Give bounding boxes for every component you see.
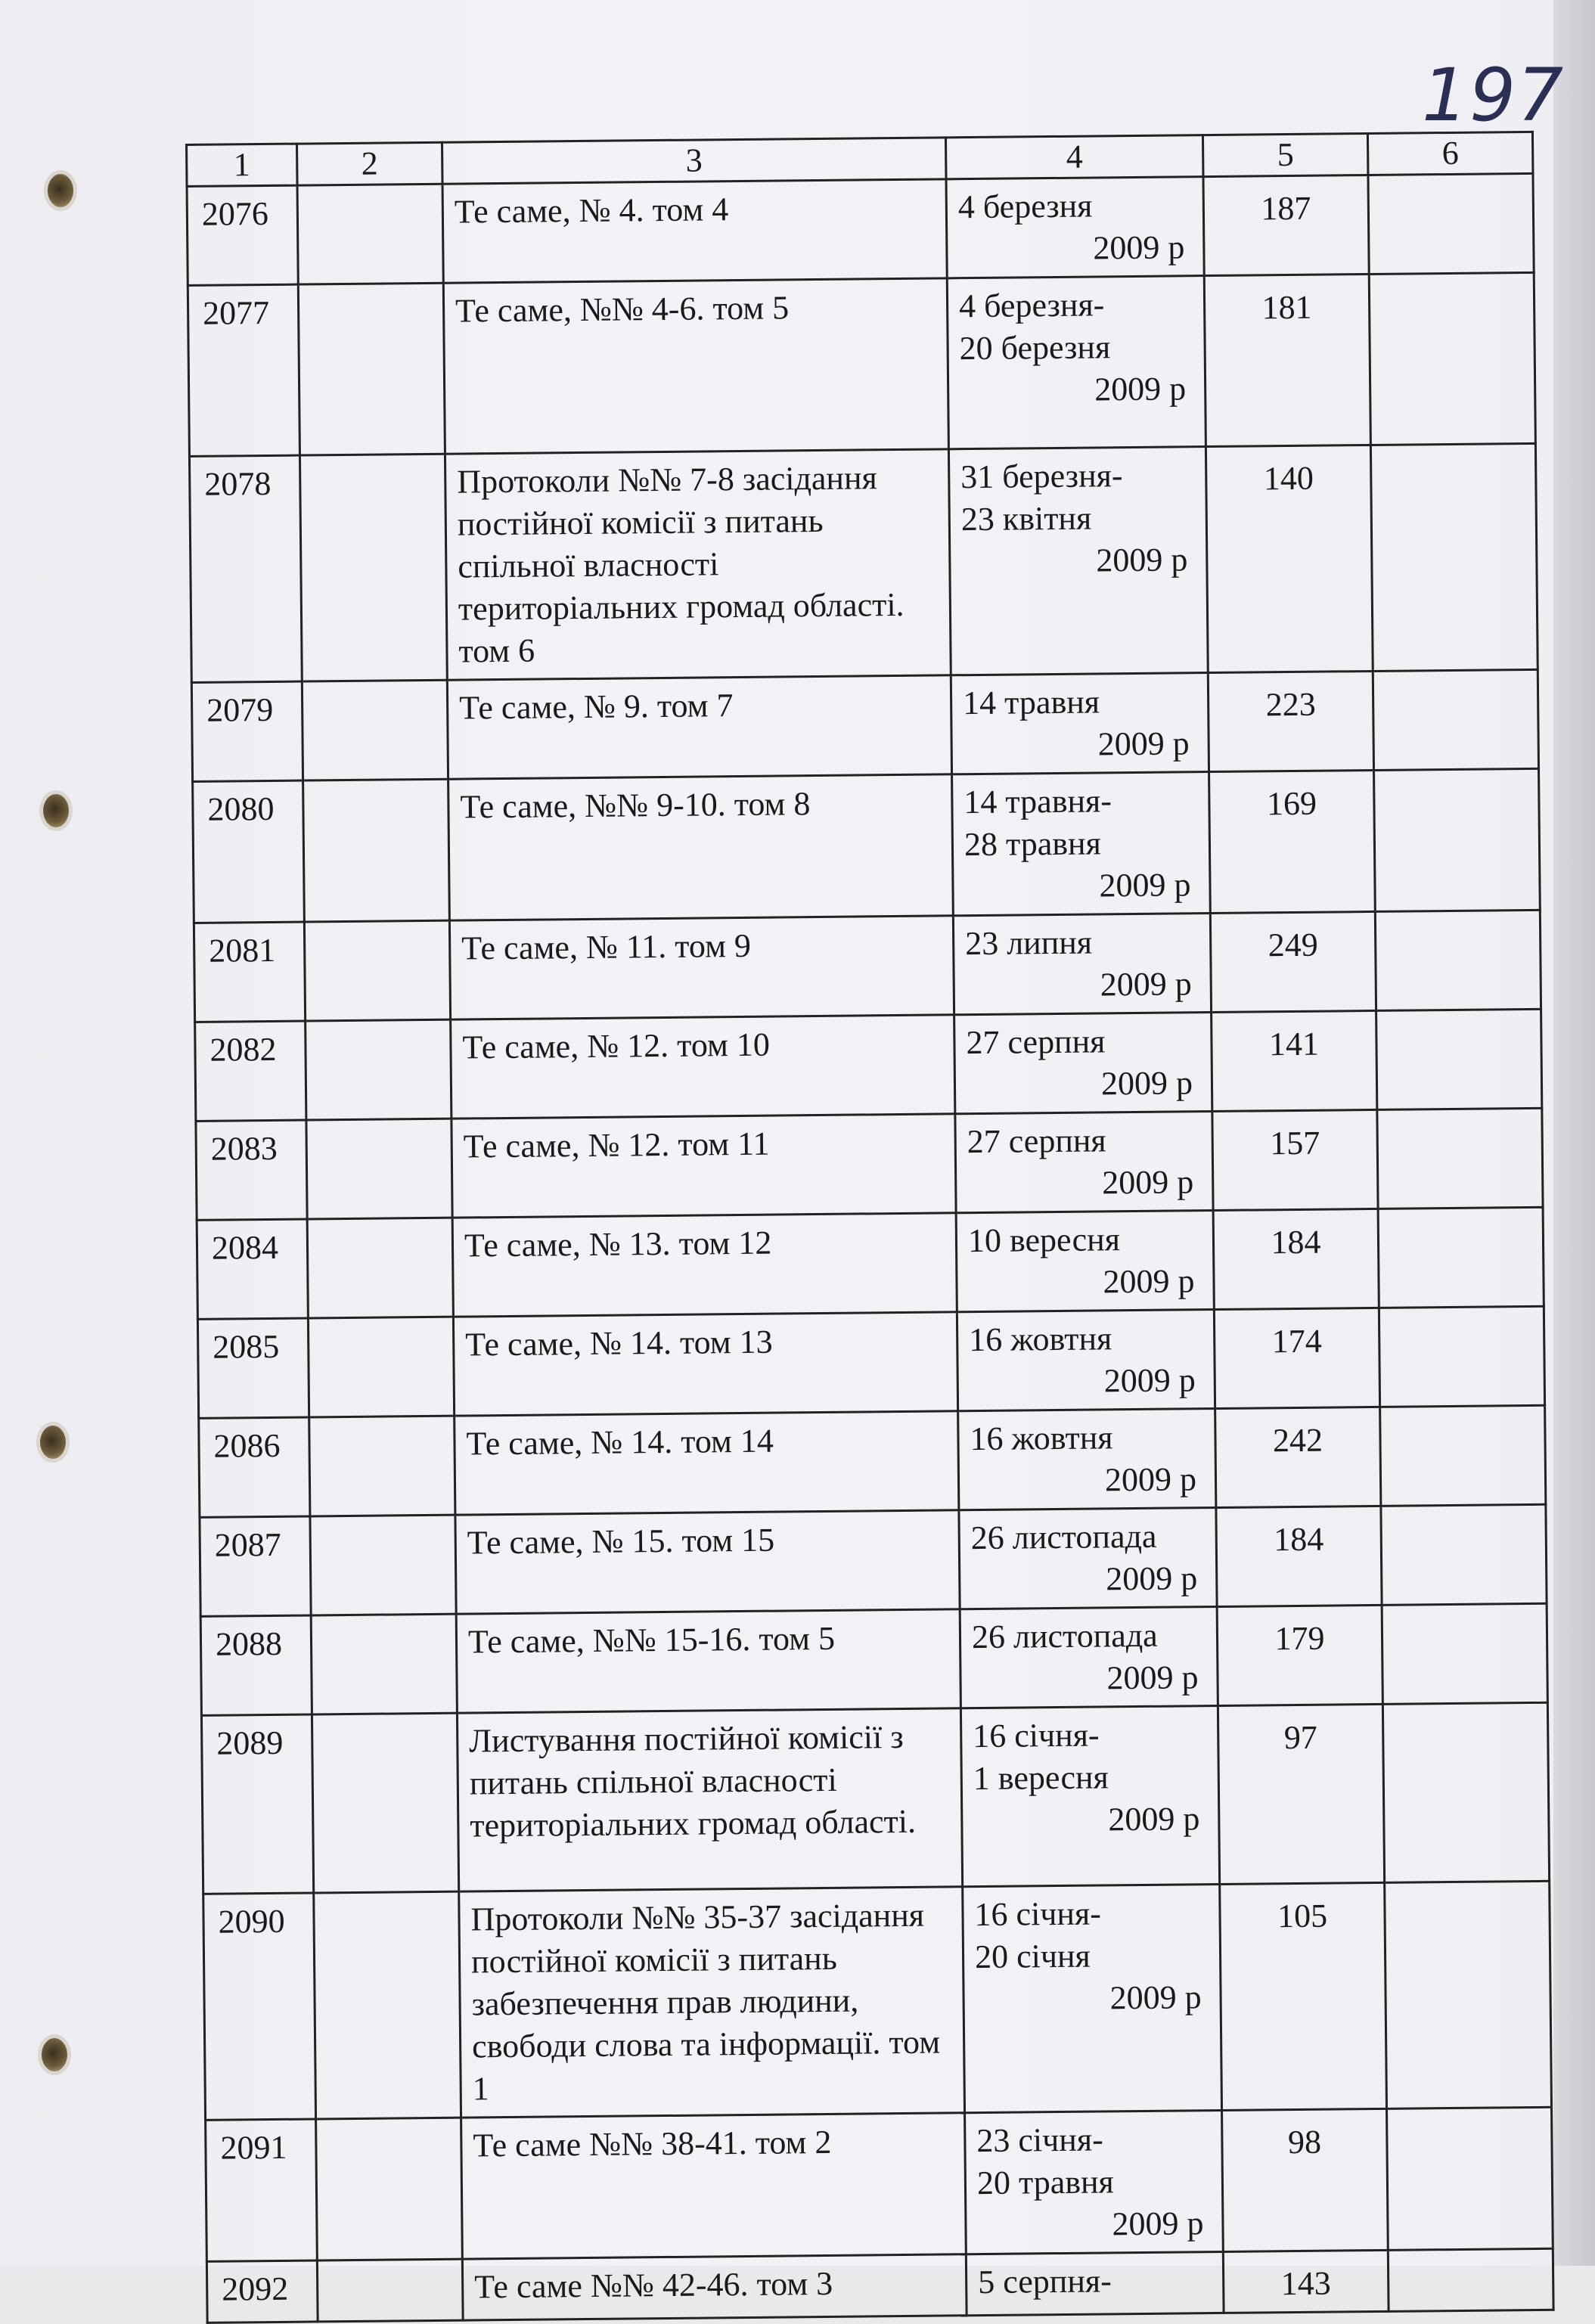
page-count-cell: 105: [1220, 1882, 1387, 2110]
case-number-cell: 2080: [193, 780, 305, 923]
case-title-cell: Те саме, №№ 4-6. том 5: [443, 278, 948, 454]
empty-cell: [309, 1416, 455, 1516]
table-row: [194, 910, 1541, 1022]
empty-cell: [1375, 910, 1541, 1010]
empty-cell: [314, 1891, 461, 2119]
date-start: 16 січня-: [973, 1716, 1100, 1755]
page-count-cell: 223: [1208, 671, 1373, 771]
empty-cell: [1381, 1504, 1547, 1605]
column-header: 5: [1202, 133, 1368, 176]
date-year: 2009 р: [1106, 1658, 1199, 1697]
empty-cell: [307, 1218, 453, 1318]
case-number-cell: 2087: [200, 1516, 311, 1616]
date-year: 2009 р: [1097, 725, 1190, 763]
binder-hole: [44, 170, 77, 211]
date-start: 23 липня: [964, 923, 1093, 963]
date-cell: [966, 2251, 1224, 2315]
date-start: 16 жовтня: [970, 1419, 1113, 1458]
empty-cell: [1377, 1108, 1543, 1209]
empty-cell: [1382, 1702, 1549, 1882]
date-end: 20 травня: [976, 2163, 1115, 2202]
case-number-cell: 2091: [206, 2119, 318, 2261]
table-row: [203, 1881, 1552, 2120]
empty-cell: [306, 1119, 452, 1219]
empty-cell: [1380, 1405, 1546, 1506]
empty-cell: [1378, 1207, 1544, 1308]
empty-cell: [302, 680, 448, 780]
empty-cell: [1385, 1881, 1552, 2108]
page-count-cell: 184: [1216, 1506, 1382, 1606]
table-row: [189, 443, 1538, 682]
date-cell: [955, 1112, 1213, 1213]
empty-cell: [299, 454, 447, 681]
case-title-cell: Те саме №№ 42-46. том 3: [462, 2254, 967, 2320]
case-title-cell: Те саме, №№ 9-10. том 8: [448, 774, 954, 920]
date-start: 16 січня-: [974, 1894, 1102, 1934]
date-year: 2009 р: [1106, 1559, 1198, 1598]
empty-cell: [298, 283, 445, 455]
date-cell: [954, 1013, 1212, 1114]
date-cell: [957, 1310, 1215, 1411]
case-number-cell: 2079: [191, 681, 303, 781]
page-count-cell: 97: [1218, 1704, 1384, 1884]
date-start: 23 січня-: [976, 2121, 1103, 2160]
page-count-cell: 187: [1203, 175, 1369, 275]
date-cell: [965, 2110, 1224, 2254]
page-count-cell: 98: [1222, 2108, 1389, 2251]
date-year: 2009 р: [1103, 1262, 1195, 1301]
case-title-cell: Протоколи №№ 35-37 засідання постійної комісії з питань забезпечення прав людини, свободи слова та інформації. том 1: [459, 1887, 965, 2118]
page-count-cell: 184: [1213, 1209, 1379, 1309]
date-cell: [963, 1884, 1222, 2112]
empty-cell: [1387, 2107, 1553, 2250]
case-number-cell: 2076: [187, 185, 298, 285]
page-count-cell: 169: [1209, 770, 1376, 913]
empty-cell: [1370, 443, 1538, 671]
empty-cell: [297, 184, 443, 284]
column-header: 4: [945, 135, 1203, 179]
page-count-cell: 179: [1217, 1605, 1382, 1705]
case-title-cell: Те саме, № 9. том 7: [447, 675, 951, 779]
case-number-cell: 2085: [197, 1318, 309, 1418]
date-start: 14 травня-: [964, 782, 1112, 821]
empty-cell: [1369, 272, 1535, 445]
page-count-cell: 141: [1212, 1010, 1377, 1111]
table-row: [188, 272, 1535, 456]
case-number-cell: 2077: [188, 284, 299, 456]
table-row: [200, 1603, 1547, 1715]
empty-cell: [1382, 1603, 1547, 1704]
empty-cell: [1373, 669, 1538, 770]
date-cell: [958, 1409, 1216, 1510]
date-cell: [947, 276, 1206, 449]
case-title-cell: Те саме, № 4. том 4: [442, 179, 947, 283]
case-title-cell: Протоколи №№ 7-8 засідання постійної комісії з питань спільної власності територіальних громад області. том 6: [445, 449, 951, 680]
case-title-cell: Те саме, № 12. том 11: [452, 1114, 956, 1218]
date-year: 2009 р: [1096, 541, 1188, 579]
empty-cell: [306, 1019, 452, 1120]
table-row: [197, 1306, 1544, 1418]
empty-cell: [316, 2118, 463, 2260]
page-count-cell: 242: [1215, 1407, 1381, 1507]
table-row: [201, 1702, 1549, 1894]
date-end: 20 січня: [974, 1937, 1091, 1976]
date-year: 2009 р: [1104, 1460, 1197, 1499]
column-header: 2: [297, 142, 443, 185]
case-title-cell: Те саме, № 14. том 14: [455, 1411, 959, 1515]
binder-hole: [36, 1422, 70, 1463]
case-title-cell: Те саме №№ 38-41. том 2: [461, 2113, 967, 2259]
column-header: 1: [187, 144, 298, 186]
date-start: 26 листопада: [971, 1616, 1158, 1656]
case-title-cell: Те саме, № 15. том 15: [455, 1510, 960, 1614]
date-start: 4 березня: [957, 187, 1093, 226]
date-start: 27 серпня: [966, 1022, 1106, 1062]
case-number-cell: 2078: [189, 455, 302, 682]
case-number-cell: 2083: [196, 1120, 307, 1220]
empty-cell: [311, 1614, 457, 1714]
case-title-cell: Те саме, № 12. том 10: [451, 1015, 955, 1119]
empty-cell: [303, 779, 450, 922]
case-title-cell: Те саме, № 13. том 12: [452, 1213, 957, 1317]
date-start: 14 травня: [962, 683, 1100, 722]
date-end: 28 травня: [964, 824, 1102, 864]
table-row: [187, 173, 1534, 285]
empty-cell: [1376, 1009, 1542, 1109]
page-count-cell: 143: [1223, 2250, 1389, 2313]
handwritten-page-number: 197: [1422, 53, 1566, 138]
date-year: 2009 р: [1108, 1800, 1200, 1838]
date-end: 20 березня: [959, 328, 1111, 368]
empty-cell: [304, 920, 450, 1021]
case-number-cell: 2090: [203, 1893, 316, 2120]
page-count-cell: 140: [1206, 445, 1373, 672]
table-row: [197, 1207, 1544, 1319]
date-start: 16 жовтня: [968, 1320, 1112, 1359]
empty-cell: [1374, 768, 1541, 911]
binder-hole: [39, 790, 73, 831]
case-title-cell: Те саме, № 14. том 13: [453, 1312, 957, 1416]
table-row: [199, 1405, 1546, 1517]
case-title-cell: Листування постійної комісії з питань спільної власності територіальних громад області.: [457, 1708, 962, 1891]
date-start: 27 серпня: [967, 1122, 1106, 1161]
page-count-cell: 249: [1210, 911, 1376, 1012]
date-year: 2009 р: [1099, 866, 1191, 904]
empty-cell: [1368, 173, 1534, 274]
date-cell: [960, 1606, 1218, 1708]
empty-cell: [310, 1515, 456, 1615]
case-number-cell: 2084: [197, 1219, 308, 1319]
date-start: 26 листопада: [970, 1517, 1157, 1557]
date-start: 5 серпня-: [977, 2262, 1112, 2301]
date-start: 10 вересня: [967, 1221, 1121, 1260]
column-header: 6: [1367, 132, 1533, 175]
date-year: 2009 р: [1112, 2205, 1204, 2243]
case-title-cell: Те саме, №№ 15-16. том 5: [456, 1609, 960, 1713]
date-cell: [960, 1705, 1219, 1886]
table-row: [200, 1504, 1547, 1616]
date-year: 2009 р: [1094, 370, 1187, 408]
date-year: 2009 р: [1093, 228, 1185, 267]
date-start: 4 березня-: [958, 286, 1105, 325]
date-year: 2009 р: [1100, 1064, 1193, 1103]
table-row: [195, 1009, 1542, 1121]
date-cell: [953, 914, 1211, 1015]
date-end: 1 вересня: [973, 1758, 1109, 1798]
date-cell: [951, 673, 1209, 774]
date-cell: [948, 447, 1208, 675]
date-cell: [956, 1211, 1214, 1312]
empty-cell: [312, 1713, 458, 1893]
date-cell: [959, 1508, 1217, 1609]
table-row: [206, 2248, 1553, 2322]
table-row: [206, 2107, 1553, 2261]
empty-cell: [1388, 2248, 1553, 2311]
date-end: 23 квітня: [960, 499, 1092, 538]
date-year: 2009 р: [1103, 1361, 1196, 1400]
empty-cell: [1379, 1306, 1544, 1407]
case-number-cell: 2089: [201, 1714, 313, 1894]
case-number-cell: 2088: [200, 1615, 312, 1715]
empty-cell: [317, 2259, 463, 2322]
page-count-cell: 181: [1204, 274, 1370, 446]
page-count-cell: 157: [1212, 1109, 1378, 1210]
date-start: 31 березня-: [960, 457, 1123, 496]
table-row: [191, 669, 1538, 781]
date-cell: [946, 177, 1204, 278]
case-number-cell: 2082: [195, 1021, 306, 1121]
case-number-cell: 2081: [194, 922, 305, 1022]
page-stack-edge: [1553, 0, 1595, 2266]
date-year: 2009 р: [1102, 1163, 1194, 1202]
empty-cell: [308, 1317, 454, 1417]
date-year: 2009 р: [1100, 965, 1192, 1004]
inventory-table: [185, 131, 1555, 2324]
case-title-cell: Те саме, № 11. том 9: [449, 916, 954, 1019]
table-row: [193, 768, 1541, 923]
binder-hole: [38, 2034, 71, 2075]
date-cell: [952, 772, 1211, 916]
case-number-cell: 2086: [199, 1417, 310, 1517]
page-count-cell: 174: [1214, 1308, 1379, 1408]
column-header: 3: [442, 138, 945, 184]
table-row: [196, 1108, 1543, 1220]
date-year: 2009 р: [1109, 1978, 1202, 2017]
case-number-cell: 2092: [206, 2260, 318, 2322]
